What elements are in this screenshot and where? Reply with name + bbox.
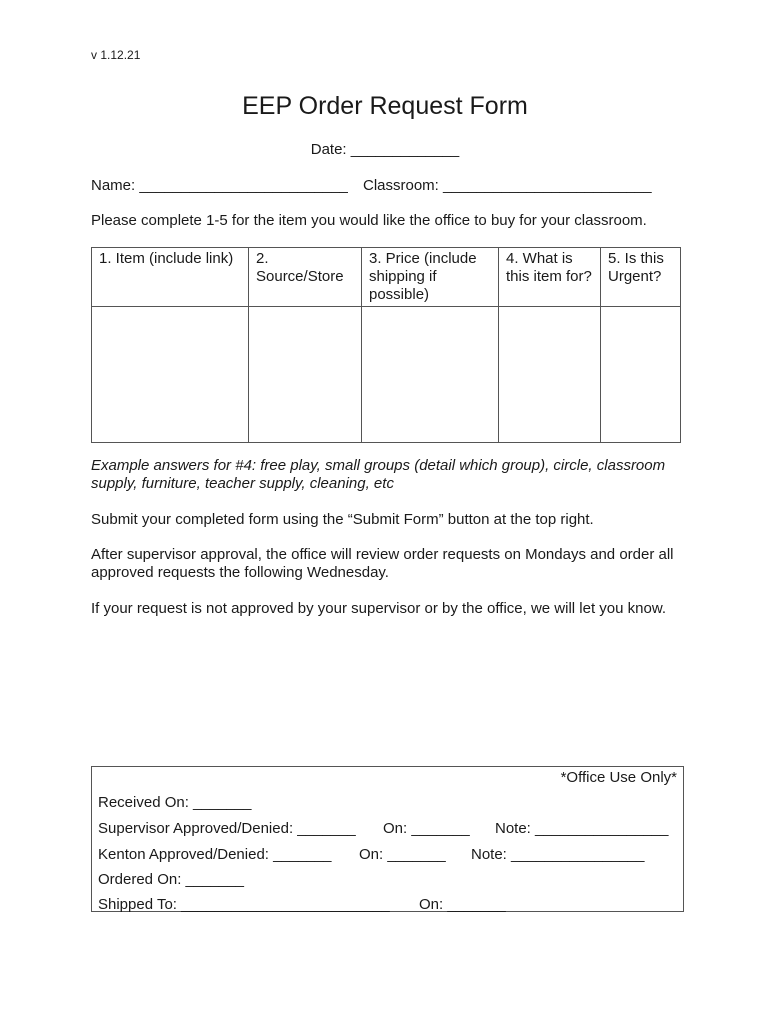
name-field: Name: _________________________ bbox=[91, 177, 348, 194]
shipped-to-field: Shipped To: _________________________ bbox=[98, 896, 390, 913]
classroom-field: Classroom: _________________________ bbox=[363, 177, 652, 194]
col-header-purpose: 4. What is this item for? bbox=[499, 248, 601, 307]
submit-note: Submit your completed form using the “Submit Form” button at the top right. bbox=[91, 511, 594, 528]
table-row bbox=[92, 307, 681, 443]
cell-source[interactable] bbox=[249, 307, 362, 443]
table-header-row bbox=[92, 248, 681, 307]
version-label: v 1.12.21 bbox=[91, 48, 141, 62]
supervisor-note-field: Note: ________________ bbox=[495, 820, 669, 837]
col-header-urgent: 5. Is this Urgent? bbox=[601, 248, 681, 307]
example-answers-text: Example answers for #4: free play, small groups (detail which group), circle, classroom supply, furniture, teacher supply, cleaning, etc bbox=[91, 457, 666, 492]
received-on-field: Received On: _______ bbox=[98, 794, 252, 811]
cell-item[interactable] bbox=[92, 307, 249, 443]
office-use-box bbox=[91, 766, 684, 912]
approval-note: After supervisor approval, the office will review order requests on Mondays and order all approved requests the following Wednesday. bbox=[91, 546, 674, 581]
instructions-text: Please complete 1-5 for the item you would like the office to buy for your classroom. bbox=[91, 212, 647, 229]
ordered-on-field: Ordered On: _______ bbox=[98, 871, 244, 888]
col-header-item: 1. Item (include link) bbox=[92, 248, 249, 307]
page-title: EEP Order Request Form bbox=[242, 92, 528, 120]
order-items-table bbox=[91, 247, 681, 443]
date-field: Date: _____________ bbox=[310, 141, 460, 158]
supervisor-date-field: On: _______ bbox=[383, 820, 470, 837]
col-header-price: 3. Price (include shipping if possible) bbox=[362, 248, 499, 307]
cell-urgent[interactable] bbox=[601, 307, 681, 443]
cell-purpose[interactable] bbox=[499, 307, 601, 443]
kenton-approval-field: Kenton Approved/Denied: _______ bbox=[98, 846, 332, 863]
cell-price[interactable] bbox=[362, 307, 499, 443]
supervisor-approval-field: Supervisor Approved/Denied: _______ bbox=[98, 820, 356, 837]
kenton-note-field: Note: ________________ bbox=[471, 846, 645, 863]
shipped-date-field: On: _______ bbox=[419, 896, 506, 913]
office-use-heading: *Office Use Only* bbox=[560, 769, 677, 786]
kenton-date-field: On: _______ bbox=[359, 846, 446, 863]
col-header-source: 2. Source/Store bbox=[249, 248, 362, 307]
rejection-note: If your request is not approved by your supervisor or by the office, we will let you know. bbox=[91, 600, 667, 617]
